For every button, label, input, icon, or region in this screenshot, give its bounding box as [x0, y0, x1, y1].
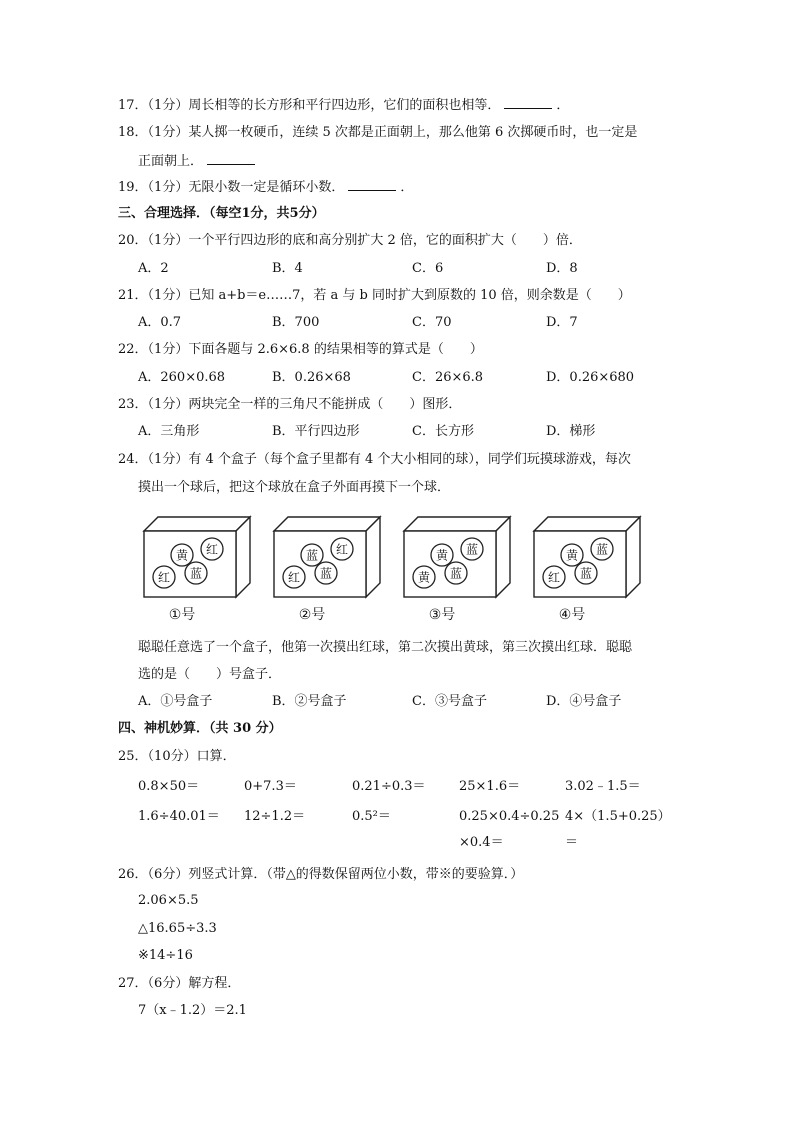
calc-item: 0.25×0.4÷0.25 — [459, 809, 560, 824]
answer-blank[interactable] — [207, 152, 255, 165]
option-b[interactable]: B．700 — [272, 315, 320, 330]
box-side — [496, 517, 510, 597]
ball-label: 红 — [205, 542, 219, 557]
option-b[interactable]: B．平行四边形 — [272, 424, 360, 439]
ball-label: 蓝 — [189, 566, 203, 581]
calc-item: 1.6÷40.01＝ — [138, 809, 220, 824]
option-a[interactable]: A．三角形 — [138, 424, 200, 439]
option-a[interactable]: A．260×0.68 — [138, 370, 226, 385]
answer-blank[interactable] — [504, 96, 552, 109]
box-side — [626, 517, 640, 597]
calc-item: △16.65÷3.3 — [138, 921, 217, 936]
ball-label: 红 — [287, 570, 301, 585]
calc-item: ＝ — [565, 835, 579, 850]
question-18-cont: 正面朝上． — [138, 152, 259, 171]
box-1 — [144, 517, 250, 623]
ball-label: 蓝 — [595, 542, 609, 557]
option-d[interactable]: D．0.26×680 — [546, 370, 635, 385]
option-c[interactable]: C．70 — [412, 315, 452, 330]
option-c[interactable]: C．6 — [412, 261, 444, 276]
option-b[interactable]: B．0.26×68 — [272, 370, 351, 385]
ball-label: 黄 — [417, 570, 431, 585]
question-24-cont3: 选的是（ ）号盒子． — [138, 667, 282, 682]
option-d[interactable]: D．梯形 — [546, 424, 596, 439]
ball-label: 黄 — [175, 548, 189, 563]
ball-label: 蓝 — [465, 542, 479, 557]
option-c[interactable]: C．长方形 — [412, 424, 474, 439]
equation-item: 7（x﹣1.2）＝2.1 — [138, 1003, 247, 1018]
question-21: 21．（1分）已知 a+b＝e……7，若 a 与 b 同时扩大到原数的 10 倍，则余数是（ ） — [118, 288, 631, 303]
question-19: 19．（1分）无限小数一定是循环小数． ． — [118, 180, 414, 195]
calc-item: 0.21÷0.3＝ — [352, 779, 426, 794]
calc-item: 2.06×5.5 — [138, 893, 199, 908]
calc-item: 3.02﹣1.5＝ — [565, 779, 641, 794]
option-c[interactable]: C．26×6.8 — [412, 370, 484, 385]
calc-item: ×0.4＝ — [459, 835, 504, 850]
ball-label: 蓝 — [319, 566, 333, 581]
ball-label: 蓝 — [449, 566, 463, 581]
option-a[interactable]: A．①号盒子 — [138, 694, 213, 709]
question-24-cont2: 聪聪任意选了一个盒子，他第一次摸出红球，第二次摸出黄球，第三次摸出红球．聪聪 — [138, 640, 633, 655]
question-27: 27．（6分）解方程． — [118, 976, 241, 991]
ball-label: 红 — [547, 570, 561, 585]
option-d[interactable]: D．7 — [546, 315, 578, 330]
box-side — [236, 517, 250, 597]
ball-label: 红 — [335, 542, 349, 557]
question-25: 25．（10分）口算． — [118, 749, 236, 764]
calc-item: 4×（1.5+0.25） — [565, 809, 671, 824]
ball-label: 黄 — [435, 548, 449, 563]
option-b[interactable]: B．4 — [272, 261, 303, 276]
question-24: 24．（1分）有 4 个盒子（每个盒子里都有 4 个大小相同的球），同学们玩摸球游戏，每次 — [118, 452, 631, 467]
box-top — [534, 517, 640, 531]
question-23: 23．（1分）两块完全一样的三角尺不能拼成（ ）图形． — [118, 397, 462, 412]
option-a[interactable]: A．2 — [138, 261, 169, 276]
ball-label: 蓝 — [305, 548, 319, 563]
calc-item: 0+7.3＝ — [244, 779, 297, 794]
calc-item: 0.5²＝ — [352, 809, 391, 824]
ball-label: 蓝 — [579, 566, 593, 581]
option-b[interactable]: B．②号盒子 — [272, 694, 347, 709]
option-c[interactable]: C．③号盒子 — [412, 694, 487, 709]
calc-item: 25×1.6＝ — [459, 779, 521, 794]
box-2 — [274, 517, 380, 623]
option-d[interactable]: D．④号盒子 — [546, 694, 622, 709]
box-label: ②号 — [298, 607, 326, 623]
box-top — [404, 517, 510, 531]
question-18: 18．（1分）某人掷一枚硬币，连续 5 次都是正面朝上，那么他第 6 次掷硬币时，也一定是 — [118, 125, 638, 140]
box-top — [144, 517, 250, 531]
box-top — [274, 517, 380, 531]
box-label: ③号 — [428, 607, 456, 623]
answer-blank[interactable] — [348, 178, 396, 191]
box-side — [366, 517, 380, 597]
section-heading-3: 三、合理选择．（每空1分，共5分） — [118, 206, 325, 221]
box-label: ④号 — [558, 607, 586, 623]
section-heading-4: 四、神机妙算．（共 30 分） — [118, 721, 282, 736]
question-24-cont: 摸出一个球后，把这个球放在盒子外面再摸下一个球． — [138, 480, 451, 495]
ball-label: 黄 — [565, 548, 579, 563]
calc-item: 12÷1.2＝ — [244, 809, 306, 824]
box-4 — [534, 517, 640, 623]
option-d[interactable]: D．8 — [546, 261, 578, 276]
calc-item: ※14÷16 — [138, 948, 193, 963]
calc-item: 0.8×50＝ — [138, 779, 200, 794]
question-22: 22．（1分）下面各题与 2.6×6.8 的结果相等的算式是（ ） — [118, 342, 483, 357]
box-3 — [404, 517, 510, 623]
question-17: 17．（1分）周长相等的长方形和平行四边形，它们的面积也相等． ． — [118, 98, 570, 113]
ball-label: 红 — [157, 570, 171, 585]
ball-boxes-figure — [138, 505, 648, 627]
box-label: ①号 — [168, 607, 196, 623]
question-26: 26．（6分）列竖式计算．（带△的得数保留两位小数，带※的要验算．） — [118, 867, 524, 882]
question-20: 20．（1分）一个平行四边形的底和高分别扩大 2 倍，它的面积扩大（ ）倍． — [118, 233, 582, 248]
option-a[interactable]: A．0.7 — [138, 315, 182, 330]
